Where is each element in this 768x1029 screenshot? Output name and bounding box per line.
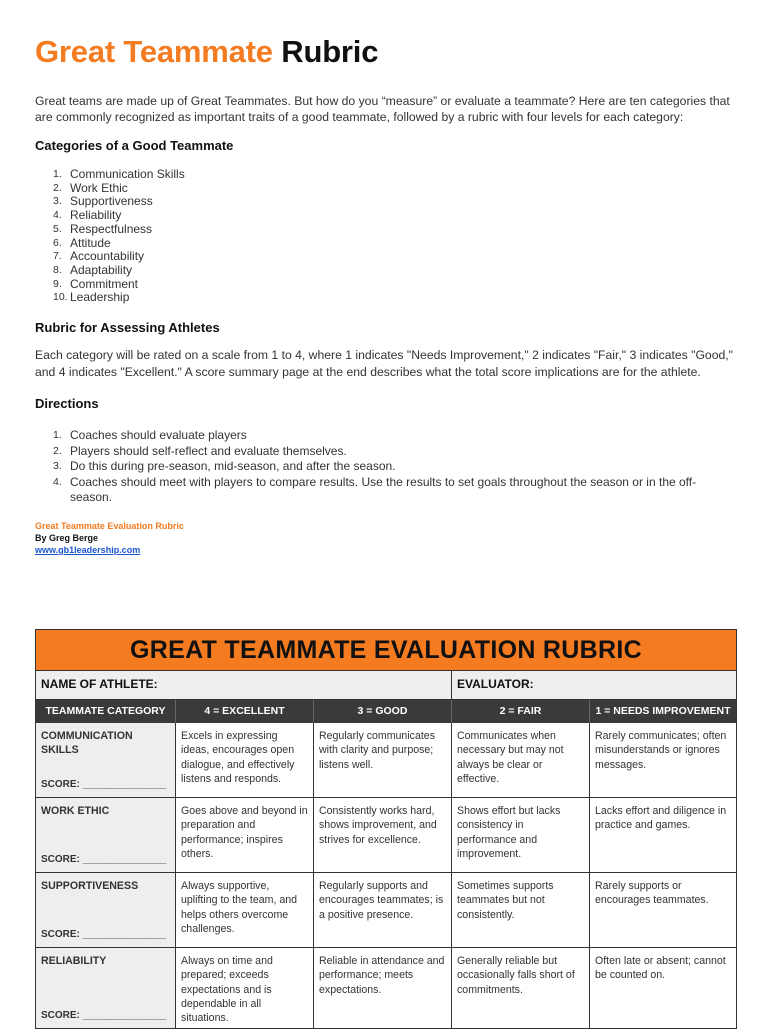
score-field[interactable]: SCORE: _______________ xyxy=(41,853,167,865)
credit-title: Great Teammate Evaluation Rubric xyxy=(35,521,184,531)
rubric-paragraph: Each category will be rated on a scale from 1 to 4, where 1 indicates "Needs Improvement," 2 indicates "Fair," 3 indicates "Good," and 4 indicates "Excellent." A score summary page at the end describes what the total score implications are for the athlete. xyxy=(35,348,733,379)
table-row xyxy=(36,948,736,1029)
list-item: 7. Accountability xyxy=(53,249,145,264)
good-cell: Consistently works hard, shows improvement, and strives for excellence. xyxy=(314,798,452,872)
good-cell: Regularly supports and encourages teammates; is a positive presence. xyxy=(314,873,452,947)
needs-improvement-cell: Rarely supports or encourages teammates. xyxy=(595,880,709,907)
excellent-cell: Always on time and prepared; exceeds expectations and is dependable in all situations. xyxy=(176,948,314,1028)
table-header-row xyxy=(36,700,736,723)
title-rest: Rubric xyxy=(281,34,379,69)
list-item: 9. Commitment xyxy=(53,276,139,291)
list-item: 6. Attitude xyxy=(53,235,111,250)
directions-heading: Directions xyxy=(35,396,99,411)
list-item: 1. Communication Skills xyxy=(53,167,185,181)
title-accent: Great Teammate xyxy=(35,34,273,69)
directions-list xyxy=(35,428,710,506)
fair-cell: Communicates when necessary but may not always be clear or effective. xyxy=(452,723,590,797)
score-field[interactable]: SCORE: _______________ xyxy=(41,778,167,790)
intro-paragraph: Great teams are made up of Great Teammates. But how do you “measure” or evaluate a teammate? Here are ten categories that are commonly recognized as important traits of a good teammate, followed by a rubric with four levels for each category: xyxy=(35,94,730,124)
excellent-cell: Goes above and beyond in preparation and performance; inspires others. xyxy=(176,798,314,872)
credit-author: By Greg Berge xyxy=(35,533,99,543)
name-row xyxy=(36,671,736,700)
header-excellent: 4 = EXCELLENT xyxy=(176,700,314,723)
category-cell: SUPPORTIVENESS SCORE: _______________ xyxy=(36,873,176,947)
header-fair: 2 = FAIR xyxy=(452,700,590,723)
score-field[interactable]: SCORE: _______________ xyxy=(41,1009,167,1021)
table-row xyxy=(36,723,736,798)
fair-cell: Generally reliable but occasionally falls short of commitments. xyxy=(452,948,590,1028)
categories-heading: Categories of a Good Teammate xyxy=(35,138,234,153)
header-category: TEAMMATE CATEGORY xyxy=(36,700,176,723)
needs-improvement-cell: Often late or absent; cannot be counted on. xyxy=(595,955,726,982)
list-item: 1. Coaches should evaluate players xyxy=(53,428,247,442)
good-cell: Regularly communicates with clarity and purpose; listens well. xyxy=(314,723,452,797)
rubric-heading: Rubric for Assessing Athletes xyxy=(35,320,220,335)
rubric-banner: GREAT TEAMMATE EVALUATION RUBRIC xyxy=(36,630,736,671)
category-cell: COMMUNICATION SKILLS SCORE: _______________ xyxy=(36,723,176,797)
score-field[interactable]: SCORE: _______________ xyxy=(41,928,167,940)
evaluator-field[interactable]: EVALUATOR: xyxy=(457,677,534,691)
header-needs-improvement: 1 = NEEDS IMPROVEMENT xyxy=(595,705,731,717)
categories-list xyxy=(35,168,185,305)
fair-cell: Shows effort but lacks consistency in performance and improvement. xyxy=(452,798,590,872)
list-item: 2. Work Ethic xyxy=(53,180,128,195)
needs-improvement-cell: Lacks effort and diligence in practice and games. xyxy=(595,805,727,832)
list-item: 4. Coaches should meet with players to compare results. Use the results to set goals throughout the season or in the off-season. xyxy=(53,474,697,504)
list-item: 3. Do this during pre-season, mid-season, and after the season. xyxy=(53,459,396,473)
excellent-cell: Excels in expressing ideas, encourages open dialogue, and effectively listens and responds. xyxy=(176,723,314,797)
list-item: 2. Players should self-reflect and evaluate themselves. xyxy=(53,443,347,458)
category-cell: RELIABILITY SCORE: _______________ xyxy=(36,948,176,1028)
fair-cell: Sometimes supports teammates but not consistently. xyxy=(452,873,590,947)
list-item: 8. Adaptability xyxy=(53,262,133,277)
needs-improvement-cell: Rarely communicates; often misunderstands or ignores messages. xyxy=(595,730,727,771)
list-item: 10. Leadership xyxy=(53,290,130,305)
list-item: 4. Reliability xyxy=(53,208,122,223)
good-cell: Reliable in attendance and performance; meets expectations. xyxy=(314,948,452,1028)
table-row xyxy=(36,873,736,948)
list-item: 3. Supportiveness xyxy=(53,194,153,209)
table-row xyxy=(36,798,736,873)
athlete-name-field[interactable]: NAME OF ATHLETE: xyxy=(36,671,452,699)
header-good: 3 = GOOD xyxy=(314,700,452,723)
credit-link[interactable]: www.gb1leadership.com xyxy=(35,545,141,555)
evaluation-rubric-table xyxy=(35,629,737,1029)
list-item: 5. Respectfulness xyxy=(53,221,153,236)
page-title xyxy=(35,34,378,70)
category-cell: WORK ETHIC SCORE: _______________ xyxy=(36,798,176,872)
excellent-cell: Always supportive, uplifting to the team, and helps others overcome challenges. xyxy=(176,873,314,947)
